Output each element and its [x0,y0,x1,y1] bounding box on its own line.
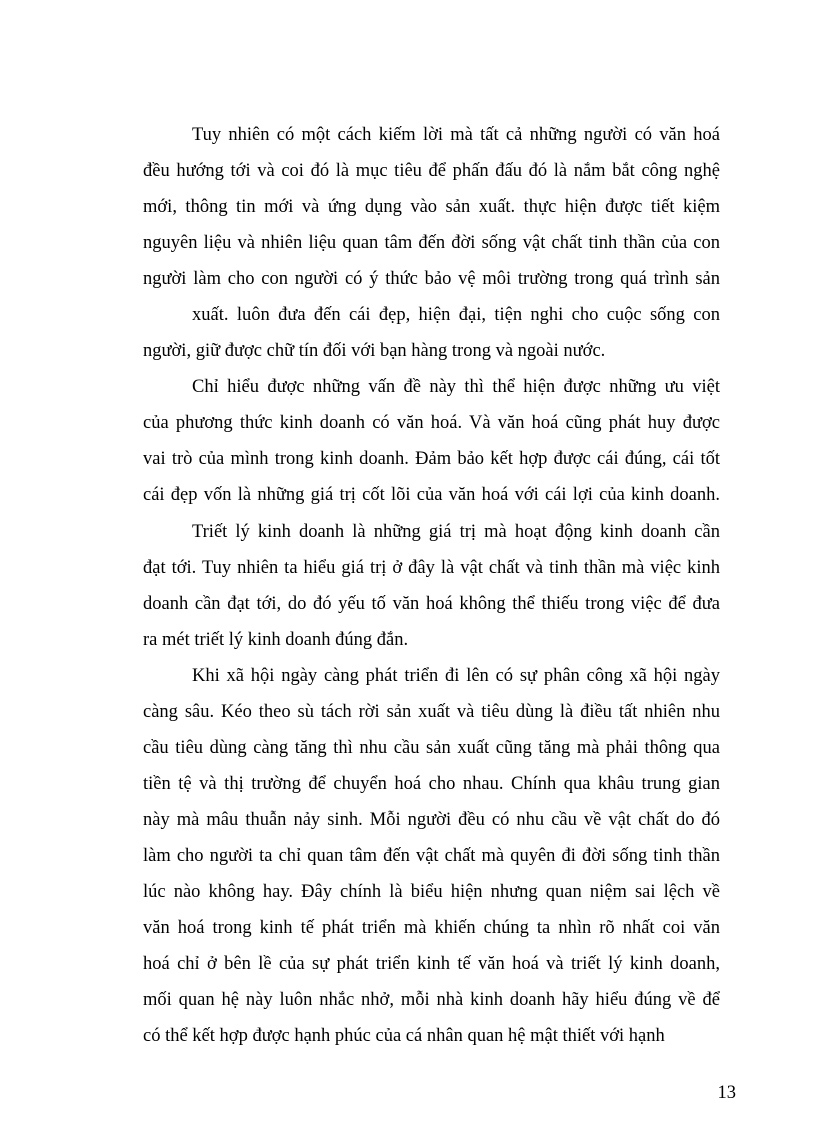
page-number: 13 [717,1083,736,1103]
text-line: văn hoá trong kinh tế phát triển mà khiến chúng ta nhìn rõ nhất coi văn [143,918,720,938]
text-line: doanh cần đạt tới, do đó yếu tố văn hoá không thể thiếu trong việc để đưa [143,594,720,614]
text-line: có thể kết hợp được hạnh phúc của cá nhân quan hệ mật thiết với hạnh [143,1026,665,1046]
text-line: nguyên liệu và nhiên liệu quan tâm đến đời sống vật chất tinh thần của con [143,233,720,253]
text-line: Triết lý kinh doanh là những giá trị mà hoạt động kinh doanh cần [192,522,720,542]
text-line: lúc nào không hay. Đây chính là biểu hiện nhưng quan niệm sai lệch về [143,882,720,902]
text-line: cái đẹp vốn là những giá trị cốt lõi của văn hoá với cái lợi của kinh doanh. [143,485,720,505]
text-line: xuất. luôn đưa đến cái đẹp, hiện đại, tiện nghi cho cuộc sống con [192,305,720,325]
text-line: làm cho người ta chỉ quan tâm đến vật chất mà quyên đi đời sống tinh thần [143,846,720,866]
text-line: tiền tệ và thị trường để chuyển hoá cho nhau. Chính qua khâu trung gian [143,774,720,794]
text-line: mới, thông tin mới và ứng dụng vào sản xuất. thực hiện được tiết kiệm [143,197,720,217]
text-line: của phương thức kinh doanh có văn hoá. Và văn hoá cũng phát huy được [143,413,720,433]
text-line: hoá chỉ ở bên lề của sự phát triển kinh tế văn hoá và triết lý kinh doanh, [143,954,720,974]
text-line: ra mét triết lý kinh doanh đúng đắn. [143,630,409,650]
text-line: đều hướng tới và coi đó là mục tiêu để phấn đấu đó là nắm bắt công nghệ [143,161,720,181]
text-line: người, giữ được chữ tín đối với bạn hàng trong và ngoài nước. [143,341,606,361]
text-line: cầu tiêu dùng càng tăng thì nhu cầu sản xuất cũng tăng mà phải thông qua [143,738,720,758]
text-line: Khi xã hội ngày càng phát triển đi lên có sự phân công xã hội ngày [192,666,720,686]
text-line: vai trò của mình trong kinh doanh. Đảm bảo kết hợp được cái đúng, cái tốt [143,449,720,469]
text-line: đạt tới. Tuy nhiên ta hiểu giá trị ở đây là vật chất và tinh thần mà việc kinh [143,558,720,578]
text-line: Chỉ hiểu được những vấn đề này thì thể hiện được những ưu việt [192,377,720,397]
text-line: càng sâu. Kéo theo sù tách rời sản xuất và tiêu dùng là điều tất nhiên nhu [143,702,720,722]
text-line: người làm cho con người có ý thức bảo vệ môi trường trong quá trình sản [143,269,720,289]
text-line: Tuy nhiên có một cách kiếm lời mà tất cả những người có văn hoá [192,125,720,145]
text-line: này mà mâu thuẫn nảy sinh. Mỗi người đều có nhu cầu về vật chất do đó [143,810,720,830]
text-line: mối quan hệ này luôn nhắc nhở, mỗi nhà kinh doanh hãy hiểu đúng về để [143,990,720,1010]
